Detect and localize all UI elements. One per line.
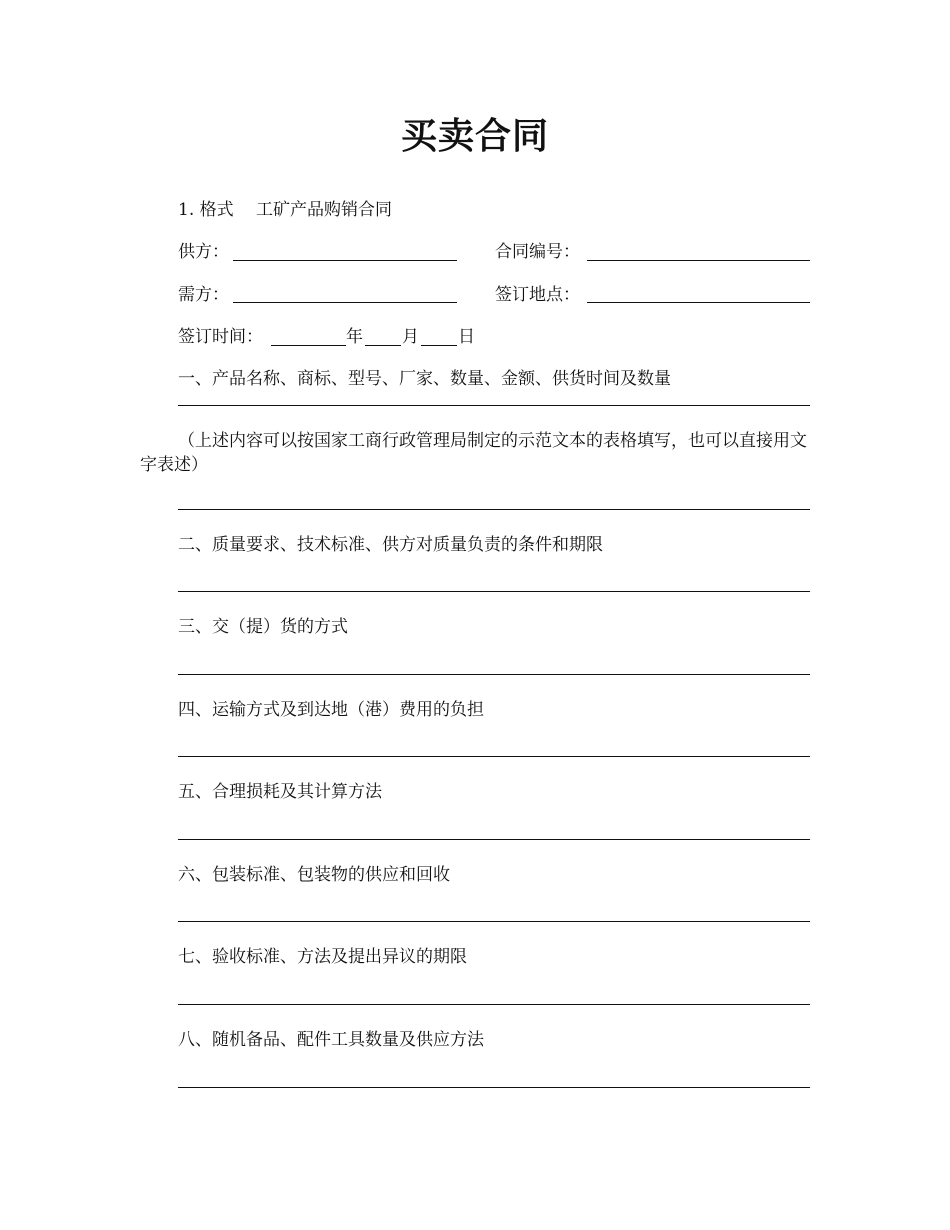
section-4-heading: 四、运输方式及到达地（港）费用的负担 xyxy=(178,700,484,720)
year-label: 年 xyxy=(346,327,363,347)
section-5-heading: 五、合理损耗及其计算方法 xyxy=(178,782,382,802)
section-1-rule[interactable] xyxy=(178,405,810,406)
document-title: 买卖合同 xyxy=(400,115,549,157)
section-7-heading: 七、验收标准、方法及提出异议的期限 xyxy=(178,947,467,967)
section-3-rule[interactable] xyxy=(178,674,810,675)
contract-no-blank[interactable] xyxy=(587,260,810,261)
format-line: 1. 格式 工矿产品购销合同 xyxy=(178,200,393,220)
sign-place-label: 签订地点： xyxy=(495,285,580,305)
day-label: 日 xyxy=(458,327,475,347)
contract-no-label: 合同编号： xyxy=(495,242,580,262)
sign-year-blank[interactable] xyxy=(271,345,346,346)
section-2-heading: 二、质量要求、技术标准、供方对质量负责的条件和期限 xyxy=(178,535,603,555)
supplier-label: 供方： xyxy=(178,242,229,262)
section-6-rule[interactable] xyxy=(178,921,810,922)
section-2-rule[interactable] xyxy=(178,591,810,592)
section-8-heading: 八、随机备品、配件工具数量及供应方法 xyxy=(178,1030,484,1050)
note-paragraph: （上述内容可以按国家工商行政管理局制定的示范文本的表格填写，也可以直接用文字表述） xyxy=(140,431,807,475)
section-1-heading: 一、产品名称、商标、型号、厂家、数量、金额、供货时间及数量 xyxy=(178,369,671,389)
buyer-blank[interactable] xyxy=(233,302,457,303)
section-7-rule[interactable] xyxy=(178,1004,810,1005)
sign-month-blank[interactable] xyxy=(365,345,401,346)
section-3-heading: 三、交（提）货的方式 xyxy=(178,617,348,637)
section-4-rule[interactable] xyxy=(178,756,810,757)
sign-place-blank[interactable] xyxy=(587,302,810,303)
section-8-rule[interactable] xyxy=(178,1087,810,1088)
section-6-heading: 六、包装标准、包装物的供应和回收 xyxy=(178,865,450,885)
section-5-rule[interactable] xyxy=(178,839,810,840)
month-label: 月 xyxy=(402,327,419,347)
sign-time-label: 签订时间： xyxy=(178,327,263,347)
sign-day-blank[interactable] xyxy=(421,345,457,346)
supplier-blank[interactable] xyxy=(233,260,457,261)
note-rule[interactable] xyxy=(178,509,810,510)
buyer-label: 需方： xyxy=(178,285,229,305)
